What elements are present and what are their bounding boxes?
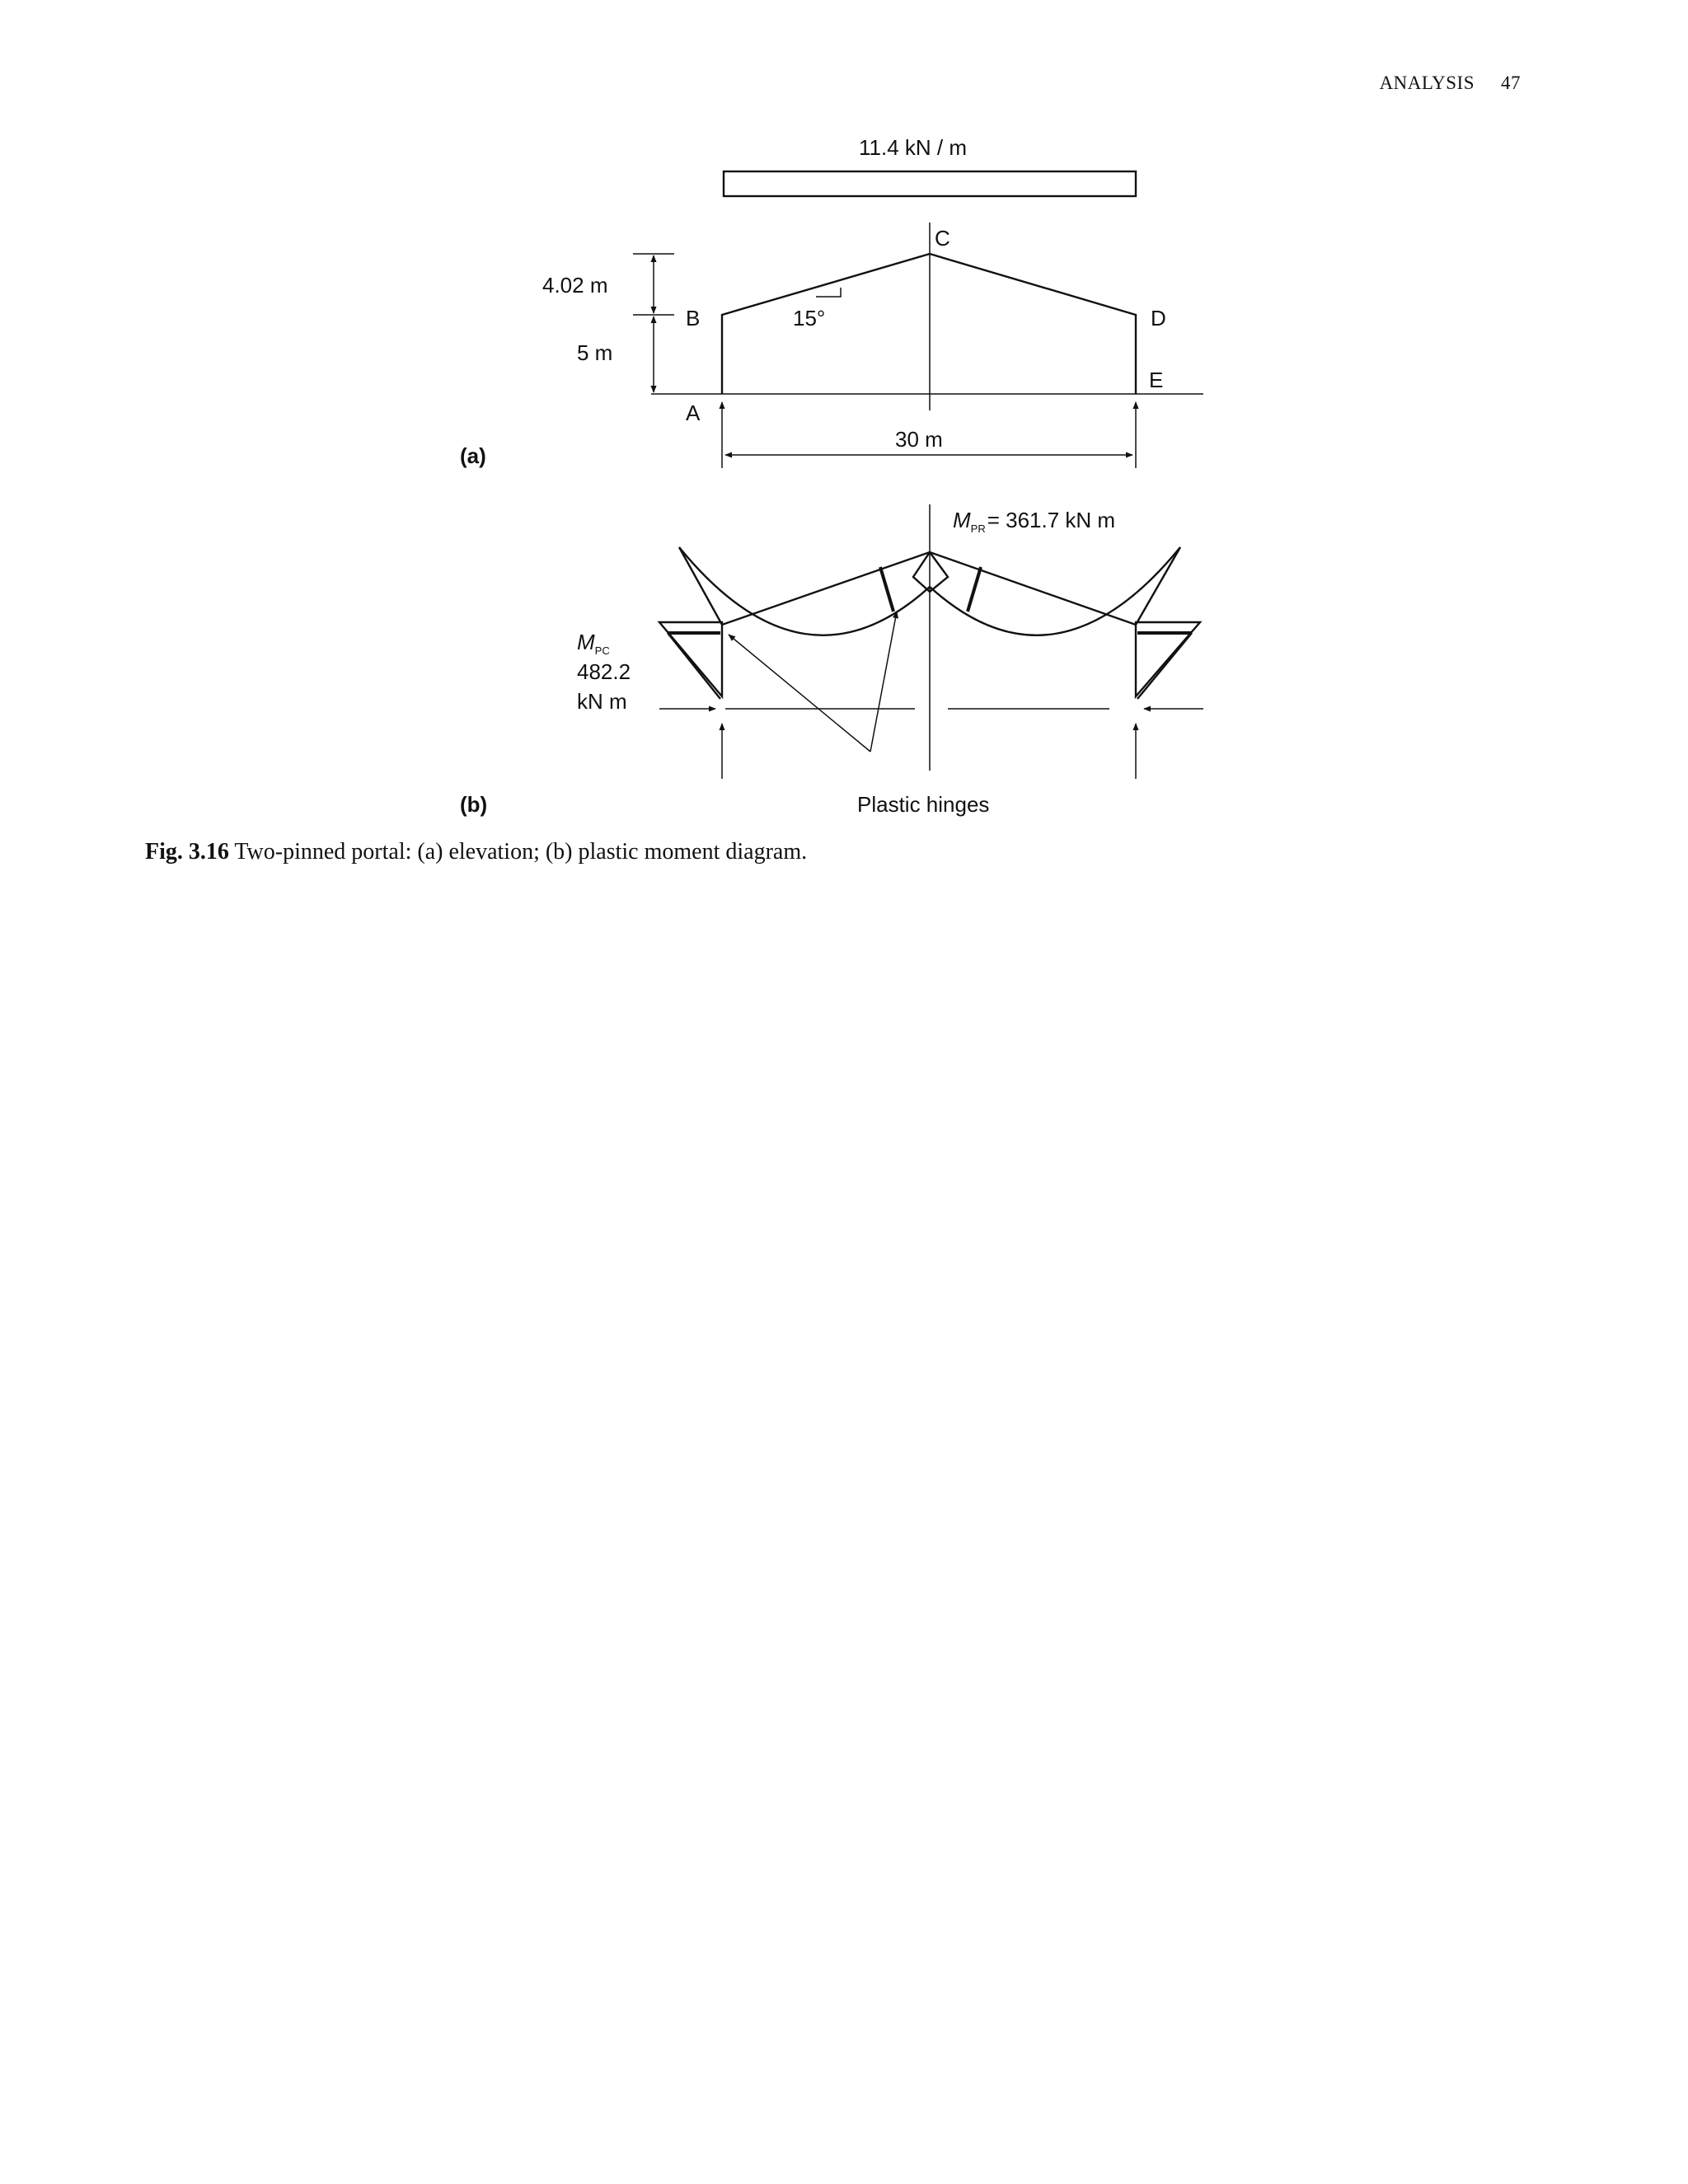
elevation-diagram	[460, 135, 1203, 468]
apex-moment-shape	[913, 552, 948, 592]
rise-dimension-label: 4.02 m	[542, 273, 608, 298]
load-label: 11.4 kN / m	[859, 135, 968, 160]
mpc-value: 482.2	[577, 659, 631, 684]
mpr-subscript: PR	[970, 523, 986, 535]
angle-marker	[816, 288, 841, 297]
mpc-subscript: PC	[594, 644, 610, 657]
node-label-c: C	[935, 226, 950, 251]
caption-label: Fig. 3.16	[145, 839, 229, 865]
mpr-value: = 361.7 kN m	[987, 508, 1116, 532]
figure-caption	[145, 839, 1546, 865]
caption-text: Two-pinned portal: (a) elevation; (b) plastic moment diagram.	[234, 839, 808, 865]
hinge-pointer-eaves	[729, 635, 870, 752]
figure-3-16	[0, 0, 1688, 824]
portal-frame	[722, 254, 1136, 394]
node-label-e: E	[1149, 368, 1164, 392]
span-dimension-label: 30 m	[895, 427, 943, 452]
panel-label-a: (a)	[460, 443, 486, 468]
node-label-d: D	[1151, 306, 1166, 330]
column-dimension-label: 5 m	[577, 340, 613, 365]
plastic-hinges-label: Plastic hinges	[857, 792, 990, 817]
mpc-symbol: M	[577, 630, 595, 654]
left-eaves-moment-diag	[668, 633, 720, 699]
hinge-pointer-rafter	[870, 612, 897, 752]
mpc-label	[577, 630, 610, 657]
distributed-load-bar	[724, 171, 1136, 196]
node-label-b: B	[686, 306, 701, 330]
node-label-a: A	[686, 401, 701, 425]
page-number: 47	[1501, 73, 1521, 93]
left-eaves-moment	[659, 547, 722, 696]
mpr-label	[953, 508, 1115, 535]
running-head-title: ANALYSIS	[1379, 73, 1475, 93]
right-eaves-moment-diag	[1137, 633, 1192, 699]
panel-label-b: (b)	[460, 792, 488, 817]
mpc-unit: kN m	[577, 689, 627, 714]
roof-angle-label: 15°	[793, 306, 826, 330]
left-rafter-hinge-bar	[880, 567, 893, 612]
plastic-moment-diagram	[460, 504, 1203, 817]
mpr-symbol: M	[953, 508, 971, 532]
right-rafter-hinge-bar	[968, 567, 981, 612]
right-eaves-moment	[1136, 547, 1200, 696]
